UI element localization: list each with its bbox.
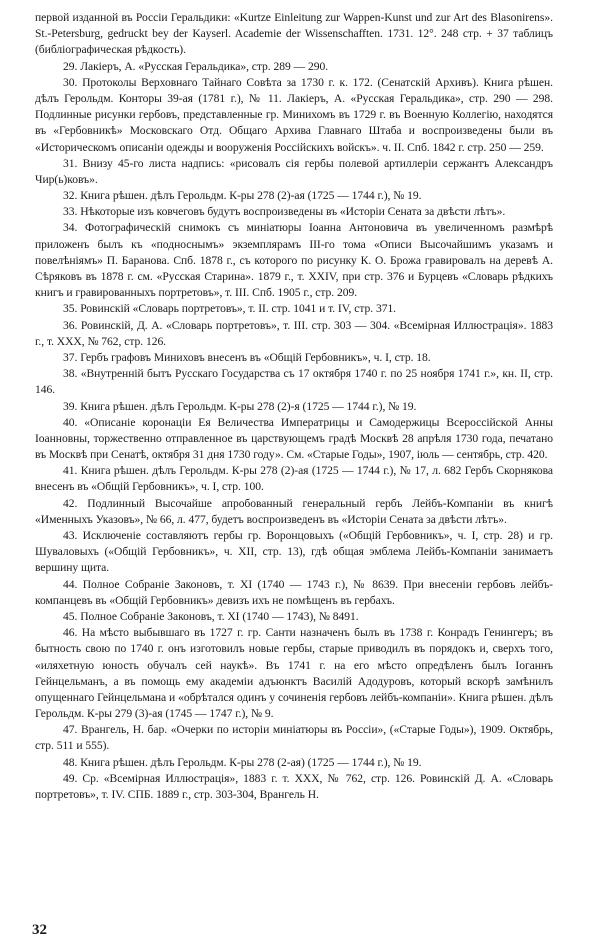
footnote-37: 37. Гербъ графовъ Миниховъ внесенъ въ «Общій Гербовникъ», ч. I, стр. 18.	[63, 350, 431, 364]
footnotes-text	[35, 10, 553, 803]
footnote-41: 41. Книга рѣшен. дѣлъ Герольдм. К-ры 278 (2)-ая (1725 — 1744 г.), № 17, л. 682 Гербъ Скорнякова внесенъ въ «Общій Гербовникъ», ч. I, стр. 100.	[35, 464, 553, 494]
footnote-29: 29. Лакіеръ, А. «Русская Геральдика», стр. 289 — 290.	[63, 59, 329, 73]
footnote-continuation: первой изданной въ Россіи Геральдики: «Kurtze Einleitung zur Wappen-Kunst und zur Art des Blasonirens». St.-Petersburg, gedruckt bey der Kayserl. Academie der Wissenschafften. 1731. 12°. 248 стр. + 37 таблицъ (библіографическая рѣдкость).	[35, 11, 553, 57]
footnote-39: 39. Книга рѣшен. дѣлъ Герольдм. К-ры 278 (2)-я (1725 — 1744 г.), № 19.	[63, 399, 417, 413]
page-number: 32	[32, 922, 47, 938]
footnote-48: 48. Книга рѣшен. дѣлъ Герольдм. К-ры 278 (2-ая) (1725 — 1744 г.), № 19.	[63, 755, 422, 769]
footnote-49: 49. Ср. «Всемірная Иллюстрація», 1883 г. т. XXX, № 762, стр. 126. Ровинскій Д. А. «Словарь портретовъ», т. IV. СПБ. 1889 г., стр. 303-304, Врангель Н.	[35, 771, 553, 801]
footnote-33: 33. Нѣкоторые изъ ковчеговъ будутъ воспроизведены въ «Исторіи Сената за двѣсти лѣтъ».	[63, 205, 506, 219]
footnote-38: 38. «Внутренній бытъ Русскаго Государства съ 17 октября 1740 г. по 25 ноября 1741 г.», кн. II, стр. 146.	[35, 367, 553, 397]
footnote-32: 32. Книга рѣшен. дѣлъ Герольдм. К-ры 278 (2)-ая (1725 — 1744 г.), № 19.	[63, 189, 422, 203]
footnote-40: 40. «Описаніе коронаціи Ея Величества Императрицы и Самодержицы Всероссійской Анны Іоанновны, торжественно отправленное въ царствующемъ градѣ Москвѣ 28 апрѣля 1730 года, печатано въ Москвѣ при Сенатѣ, октября 31 дня 1730 году». См. «Старые Годы», 1907, іюль — сентябрь, стр. 420.	[35, 415, 553, 462]
footnote-34: 34. Фотографическій снимокъ съ миніатюры Іоанна Антоновича въ увеличенномъ размѣрѣ приложенъ былъ къ «подноснымъ» экземплярамъ III-го тома «Описи Высочайшимъ указамъ и повелѣніямъ» П. Баранова. Спб. 1878 г., съ которого по рисунку К. О. Брожа гравировалъ на деревѣ А. Сѣряковъ въ 1878 г. см. «Русская Старина». 1879 г., т. XXIV, при стр. 376 и Бурцевъ «Словарь рѣдкихъ книгъ и гравированныхъ портретовъ», т. III. Спб. 1905 г., стр. 209.	[35, 221, 553, 300]
footnote-44: 44. Полное Собраніе Законовъ, т. XI (1740 — 1743 г.), № 8639. При внесеніи гербовъ лейбъ-компанцевъ въ «Общій Гербовникъ» девизъ ихъ не помѣщенъ въ гербахъ.	[35, 577, 553, 607]
footnote-47: 47. Врангель, Н. бар. «Очерки по исторіи миніатюры въ Россіи», («Старые Годы»), 1909. Октябрь, стр. 511 и 555).	[35, 723, 553, 753]
footnote-36: 36. Ровинскій, Д. А. «Словарь портретовъ», т. III. стр. 303 — 304. «Всемірная Иллюстрація». 1883 г., т. XXX, № 762, стр. 126.	[35, 318, 553, 348]
footnote-31: 31. Внизу 45-го листа надпись: «рисовалъ сія гербы полевой артиллеріи сержантъ Александръ Чир(ь)ковъ».	[35, 156, 553, 186]
footnote-30: 30. Протоколы Верховнаго Тайнаго Совѣта за 1730 г. к. 172. (Сенатскій Архивъ). Книга рѣшен. дѣлъ Герольдм. Конторы 39-ая (1781 г.), № 11. Лакіеръ, А. «Русская Геральдика», стр. 290 — 298. Подлинные рисунки гербовъ, представленные гр. Минихомъ въ 1729 г. въ Военную Коллегію, находятся въ «Гербовникѣ» Московскаго Отд. Общаго Архива Главнаго Штаба и воспроизведены были въ «Историческомъ описаніи одежды и вооруженія Россійскихъ войскъ». ч. II. Спб. 1842 г. стр. 250 — 259.	[35, 75, 553, 154]
footnote-45: 45. Полное Собраніе Законовъ, т. XI (1740 — 1743), № 8491.	[63, 609, 359, 623]
footnote-46: 46. На мѣсто выбывшаго въ 1727 г. гр. Санти назначенъ былъ въ 1738 г. Конрадъ Генингеръ; въ бытность свою по 1740 г. онъ изготовилъ новые гербы, старые приводилъ въ порядокъ и, сверхъ того, «иляхетную юность обучалъ сей наукѣ». Въ 1741 г. на его мѣсто опредѣленъ былъ Іоганнъ Гейнцельманъ, а въ помощь ему академіи адъюнктъ Василій Адодуровъ, который вскорѣ замѣнилъ опущеннаго Гейнцельмана и «обрѣтался одинъ у сочиненія гербовъ лейбъ-компаніи». Книга рѣшен. дѣлъ Герольдм. К-ры 279 (3)-ая (1745 — 1747 г.), № 9.	[35, 626, 553, 721]
footnote-43: 43. Исключеніе составляютъ гербы гр. Воронцовыхъ («Общій Гербовникъ», ч. I, стр. 28) и гр. Шуваловыхъ («Общій Гербовникъ», ч. XII, стр. 13), гдѣ общая эмблема Лейбъ-Компаніи занимаетъ вершину щита.	[35, 529, 553, 575]
footnote-42: 42. Подлинный Высочайше апробованный генеральный гербъ Лейбъ-Компаніи въ книгѣ «Именныхъ Указовъ», № 66, л. 477, будетъ воспроизведенъ въ «Исторіи Сената за двѣсти лѣтъ».	[35, 496, 553, 526]
footnote-35: 35. Ровинскій «Словарь портретовъ», т. II. стр. 1041 и т. IV, стр. 371.	[63, 302, 397, 316]
